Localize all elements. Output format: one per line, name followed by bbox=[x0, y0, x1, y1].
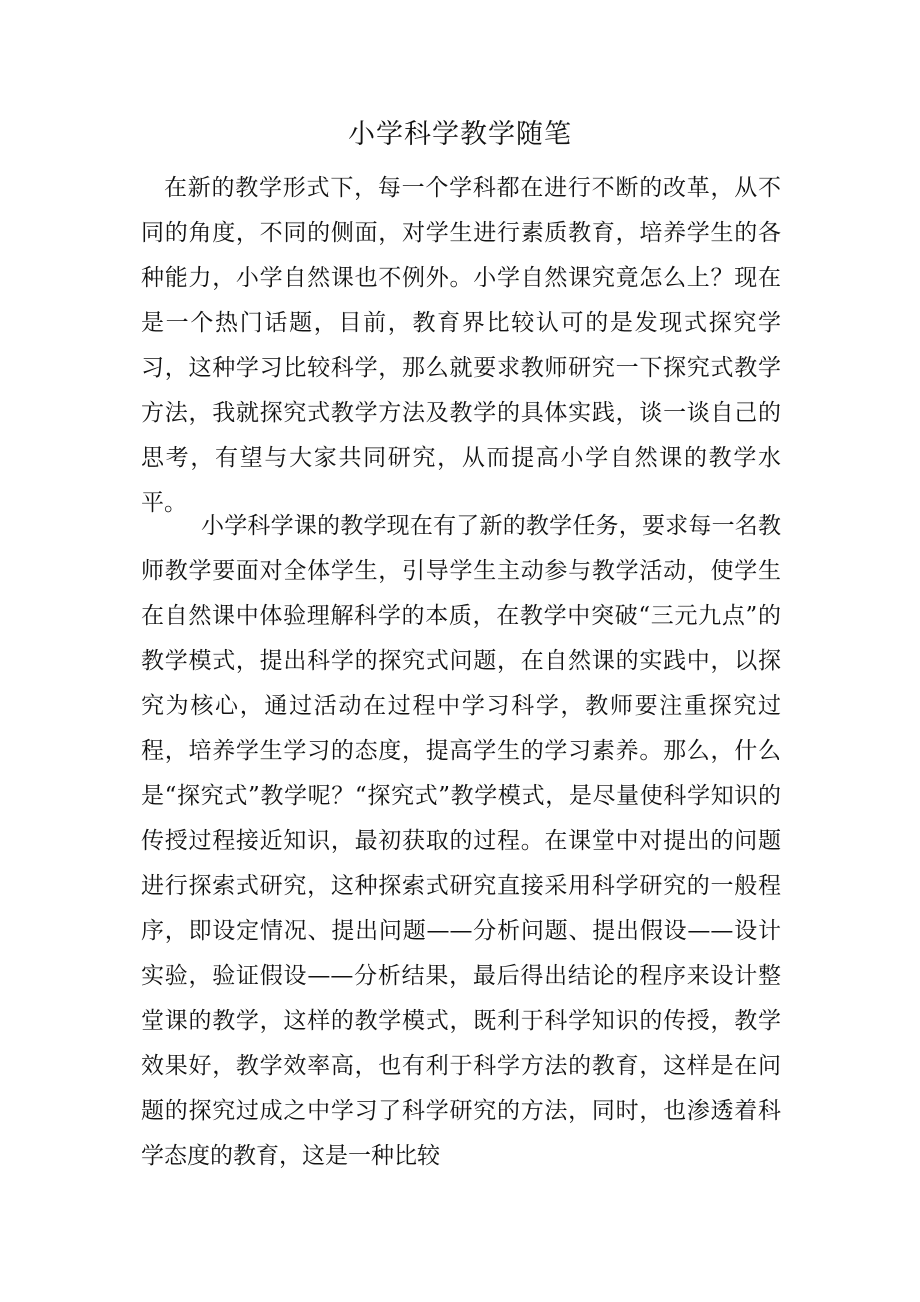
paragraph-2: 小学科学课的教学现在有了新的教学任务，要求每一名教师教学要面对全体学生，引导学生主动参与教学活动，使学生在自然课中体验理解科学的本质，在教学中突破“三元九点”的教学模式，提出科学的探究式问题，在自然课的实践中，以探究为核心，通过活动在过程中学习科学，教师要注重探究过程，培养学生学习的态度，提高学生的学习素养。那么，什么是“探究式”教学呢？“探究式”教学模式，是尽量使科学知识的传授过程接近知识，最初获取的过程。在课堂中对提出的问题进行探索式研究，这种探索式研究直接采用科学研究的一般程序，即设定情况、提出问题——分析问题、提出假设——设计实验，验证假设——分析结果，最后得出结论的程序来设计整堂课的教学，这样的教学模式，既利于科学知识的传授，教学效果好，教学效率高，也有利于科学方法的教育，这样是在问题的探究过成之中学习了科学研究的方法，同时，也渗透着科学态度的教育，这是一种比较 bbox=[141, 513, 781, 1169]
document-title: 小学科学教学随笔 bbox=[348, 119, 572, 150]
paragraph-1: 在新的教学形式下，每一个学科都在进行不断的改革，从不同的角度，不同的侧面，对学生进行素质教育，培养学生的各种能力，小学自然课也不例外。小学自然课究竟怎么上？现在是一个热门话题，目前，教育界比较认可的是发现式探究学习，这种学习比较科学，那么就要求教师研究一下探究式教学方法，我就探究式教学方法及教学的具体实践，谈一谈自己的思考，有望与大家共同研究，从而提高小学自然课的教学水平。 bbox=[141, 175, 781, 516]
